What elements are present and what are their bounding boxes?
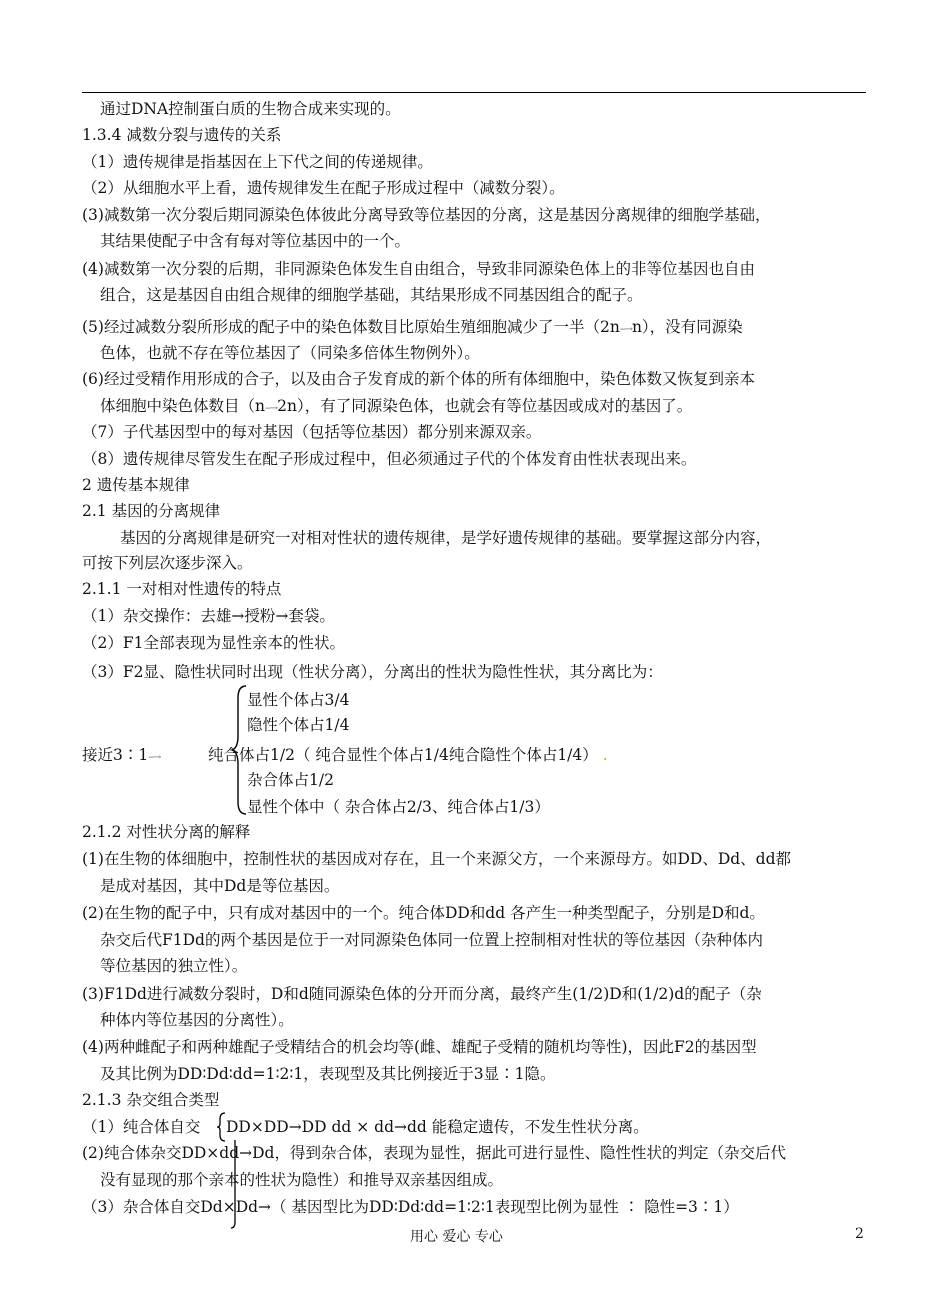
text-line: [82, 316, 743, 341]
text-segment: (5)经过减数分裂所形成的配子中的染色体数目比原始生殖细胞减少了一半（2n: [82, 318, 620, 336]
paragraph-line: 基因的分离规律是研究一对相对性状的遗传规律，是学好遗传规律的基础。要掌握这部分内容，: [120, 529, 772, 547]
dot-mark: .: [597, 746, 608, 764]
brace-item: 显性个体占3/4: [247, 691, 350, 709]
text-line: (3)F1Dd进行减数分裂时，D和d随同源染色体的分开而分离，最终产生(1/2)D和(1/2)d的配子（杂: [82, 985, 762, 1003]
text-line: （2）F1全部表现为显性亲本的性状。: [82, 634, 345, 652]
text-line: [82, 744, 160, 769]
footer-motto: 用心 爱心 专心: [410, 1229, 503, 1245]
brace-item: 隐性个体占1/4: [247, 716, 350, 734]
text-line: (6)经过受精作用形成的合子，以及由合子发育成的新个体的所有体细胞中，染色体数又恢复到亲本: [82, 370, 755, 388]
section-heading: 2.1.2 对性状分离的解释: [82, 823, 251, 841]
text-line: (2)纯合体杂交DD×dd→Dd，得到杂合体，表现为显性，据此可进行显性、隐性性状的判定（杂交后代: [82, 1144, 786, 1162]
section-heading: 2.1 基因的分离规律: [82, 502, 221, 520]
paragraph-line: 可按下列层次逐步深入。: [82, 554, 253, 572]
text-line: （8）遗传规律尽管发生在配子形成过程中，但必须通过子代的个体发育由性状表现出来。: [82, 450, 697, 468]
text-line: （3）F2显、隐性状同时出现（性状分离），分离出的性状为隐性性状，其分离比为：: [82, 663, 663, 681]
brace-item: 杂合体占1/2: [247, 771, 334, 789]
arrow-icon: ‑‑→: [148, 752, 161, 763]
text-line: （1）杂交操作：去雄→授粉→套袋。: [82, 607, 335, 625]
section-heading: 1.3.4 减数分裂与遗传的关系: [82, 126, 282, 144]
text-line: 等位基因的独立性）。: [100, 957, 248, 975]
section-heading: 2 遗传基本规律: [82, 476, 190, 494]
brace-item: [208, 744, 608, 766]
text-line: （3）杂合体自交Dd×Dd→（ 基因型比为DD∶Dd∶dd=1∶2∶1表现型比例为显性 ∶ 隐性=3∶1）: [82, 1198, 739, 1216]
text-line: 其结果使配子中含有每对等位基因中的一个。: [100, 232, 411, 250]
section-heading: 2.1.1 一对相对性遗传的特点: [82, 580, 282, 598]
arrow-icon: ‑‑→: [619, 324, 632, 335]
text-line: 及其比例为DD∶Dd∶dd=1∶2∶1，表现型及其比例接近于3显∶1隐。: [100, 1065, 556, 1083]
text-line: (3)减数第一次分裂后期同源染色体彼此分离导致等位基因的分离，这是基因分离规律的细胞学基础，: [82, 206, 771, 224]
text-line: DD×DD→DD dd × dd→dd 能稳定遗传，不发生性状分离。: [226, 1118, 649, 1136]
text-line: (4)减数第一次分裂的后期，非同源染色体发生自由组合，导致非同源染色体上的非等位基因也自由: [82, 260, 755, 278]
text-line: （1）纯合体自交: [82, 1118, 201, 1136]
text-segment: 纯合体占1/2（ 纯合显性个体占1/4纯合隐性个体占1/4）: [208, 746, 598, 764]
brace-item: 显性个体中（ 杂合体占2/3、纯合体占1/3）: [247, 798, 550, 816]
text-line: 是成对基因，其中Dd是等位基因。: [100, 877, 340, 895]
text-line: (1)在生物的体细胞中，控制性状的基因成对存在，且一个来源父方，一个来源母方。如DD、Dd、dd都: [82, 850, 792, 868]
text-line: 没有显现的那个亲本的性状为隐性）和推导双亲基因组成。: [100, 1171, 504, 1189]
text-line: 种体内等位基因的分离性）。: [100, 1011, 294, 1029]
text-segment: n），没有同源染: [631, 318, 743, 336]
arrow-icon: ‑‑→: [264, 403, 278, 414]
header-rule: [82, 92, 866, 93]
text-line: （7）子代基因型中的每对基因（包括等位基因）都分别来源双亲。: [82, 423, 542, 441]
section-heading: 2.1.3 杂交组合类型: [82, 1091, 220, 1109]
page-number: 2: [855, 1226, 864, 1242]
text-segment: 接近3∶1: [82, 746, 149, 764]
text-segment: 2n），有了同源染色体，也就会有等位基因或成对的基因了。: [277, 397, 693, 415]
curly-brace: [216, 1112, 226, 1142]
text-line: 色体，也就不存在等位基因了（同染多倍体生物例外）。: [100, 344, 480, 362]
text-segment: 体细胞中染色体数目（n: [100, 397, 265, 415]
text-line: [100, 395, 692, 420]
text-line: （2）从细胞水平上看，遗传规律发生在配子形成过程中（减数分裂）。: [82, 179, 565, 197]
text-line: （1）遗传规律是指基因在上下代之间的传递规律。: [82, 153, 433, 171]
text-line: 杂交后代F1Dd的两个基因是位于一对同源染色体同一位置上控制相对性状的等位基因（杂种体内: [100, 931, 763, 949]
text-line: (4)两种雌配子和两种雄配子受精结合的机会均等(雌、雄配子受精的随机均等性)，因此F2的基因型: [82, 1038, 757, 1056]
text-line: 通过DNA控制蛋白质的生物合成来实现的。: [100, 100, 401, 118]
text-line: 组合，这是基因自由组合规律的细胞学基础，其结果形成不同基因组合的配子。: [100, 286, 643, 304]
text-line: (2)在生物的配子中，只有成对基因中的一个。纯合体DD和dd 各产生一种类型配子，分别是D和d。: [82, 904, 765, 922]
